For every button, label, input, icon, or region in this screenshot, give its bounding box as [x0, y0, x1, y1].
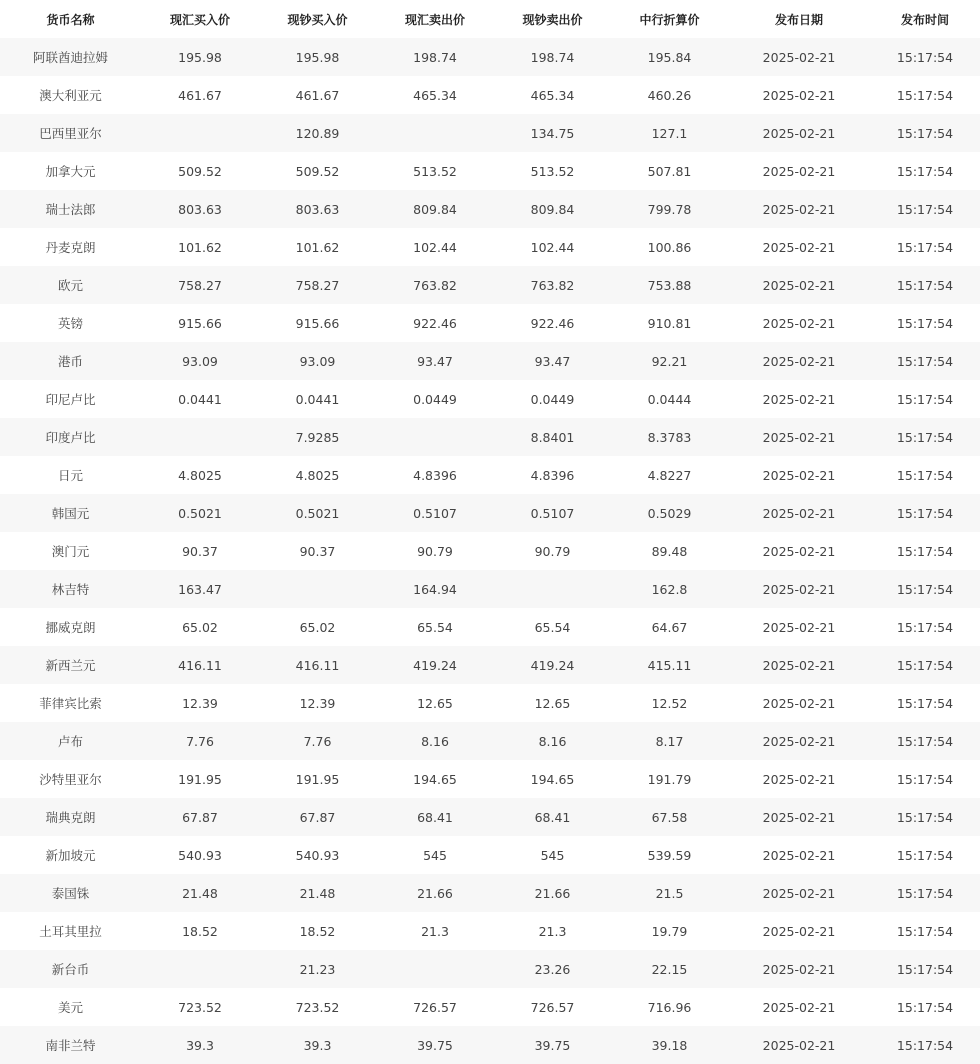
- currency-name-cell: 菲律宾比索: [0, 684, 141, 722]
- table-row: [0, 342, 980, 380]
- publish-date-cell: 2025-02-21: [728, 152, 870, 190]
- spot-buy-cell: 93.09: [141, 342, 259, 380]
- publish-time-cell: 15:17:54: [870, 114, 980, 152]
- spot-buy-cell: 416.11: [141, 646, 259, 684]
- cash-sell-cell: 809.84: [494, 190, 611, 228]
- spot-buy-cell: 18.52: [141, 912, 259, 950]
- publish-time-cell: 15:17:54: [870, 456, 980, 494]
- publish-time-cell: 15:17:54: [870, 988, 980, 1026]
- cash-buy-cell: 18.52: [259, 912, 376, 950]
- spot-buy-cell: 21.48: [141, 874, 259, 912]
- spot-buy-cell: 0.0441: [141, 380, 259, 418]
- cash-buy-cell: 416.11: [259, 646, 376, 684]
- publish-date-cell: 2025-02-21: [728, 266, 870, 304]
- boc-conversion-cell: 910.81: [611, 304, 728, 342]
- table-row: [0, 722, 980, 760]
- boc-conversion-cell: 67.58: [611, 798, 728, 836]
- spot-buy-cell: 803.63: [141, 190, 259, 228]
- spot-buy-cell: 39.3: [141, 1026, 259, 1064]
- publish-date-cell: 2025-02-21: [728, 760, 870, 798]
- cash-buy-cell: 461.67: [259, 76, 376, 114]
- cash-sell-cell: 465.34: [494, 76, 611, 114]
- cash-buy-cell: 4.8025: [259, 456, 376, 494]
- cash-buy-cell: 758.27: [259, 266, 376, 304]
- spot-sell-cell: 922.46: [376, 304, 494, 342]
- publish-date-cell: 2025-02-21: [728, 380, 870, 418]
- publish-time-cell: 15:17:54: [870, 950, 980, 988]
- currency-name-cell: 卢布: [0, 722, 141, 760]
- table-row: [0, 684, 980, 722]
- spot-sell-cell: 39.75: [376, 1026, 494, 1064]
- boc-conversion-cell: 195.84: [611, 38, 728, 76]
- cash-sell-cell: 513.52: [494, 152, 611, 190]
- currency-name-cell: 瑞典克朗: [0, 798, 141, 836]
- publish-time-cell: 15:17:54: [870, 266, 980, 304]
- currency-name-cell: 印尼卢比: [0, 380, 141, 418]
- cash-buy-cell: 540.93: [259, 836, 376, 874]
- cash-buy-cell: 191.95: [259, 760, 376, 798]
- spot-sell-cell: 513.52: [376, 152, 494, 190]
- spot-sell-cell: 21.3: [376, 912, 494, 950]
- publish-time-cell: 15:17:54: [870, 874, 980, 912]
- spot-buy-cell: 4.8025: [141, 456, 259, 494]
- publish-time-cell: 15:17:54: [870, 76, 980, 114]
- cash-sell-cell: 8.8401: [494, 418, 611, 456]
- table-row: [0, 760, 980, 798]
- publish-time-cell: 15:17:54: [870, 342, 980, 380]
- cash-buy-cell: 67.87: [259, 798, 376, 836]
- boc-conversion-cell: 64.67: [611, 608, 728, 646]
- cash-sell-cell: 65.54: [494, 608, 611, 646]
- cash-buy-cell: 195.98: [259, 38, 376, 76]
- spot-buy-cell: 540.93: [141, 836, 259, 874]
- column-header-cash-buy: 现钞买入价: [259, 0, 376, 38]
- cash-buy-cell: [259, 570, 376, 608]
- column-header-cash-sell: 现钞卖出价: [494, 0, 611, 38]
- cash-buy-cell: 723.52: [259, 988, 376, 1026]
- column-header-publish-time: 发布时间: [870, 0, 980, 38]
- publish-time-cell: 15:17:54: [870, 152, 980, 190]
- currency-name-cell: 日元: [0, 456, 141, 494]
- cash-buy-cell: 7.76: [259, 722, 376, 760]
- publish-time-cell: 15:17:54: [870, 684, 980, 722]
- publish-date-cell: 2025-02-21: [728, 608, 870, 646]
- spot-sell-cell: 65.54: [376, 608, 494, 646]
- table-body: [0, 38, 980, 1064]
- cash-sell-cell: 90.79: [494, 532, 611, 570]
- publish-time-cell: 15:17:54: [870, 190, 980, 228]
- publish-time-cell: 15:17:54: [870, 836, 980, 874]
- cash-sell-cell: 763.82: [494, 266, 611, 304]
- publish-time-cell: 15:17:54: [870, 38, 980, 76]
- publish-time-cell: 15:17:54: [870, 760, 980, 798]
- cash-buy-cell: 12.39: [259, 684, 376, 722]
- boc-conversion-cell: 716.96: [611, 988, 728, 1026]
- publish-date-cell: 2025-02-21: [728, 988, 870, 1026]
- boc-conversion-cell: 4.8227: [611, 456, 728, 494]
- publish-date-cell: 2025-02-21: [728, 912, 870, 950]
- table-row: [0, 304, 980, 342]
- cash-buy-cell: 39.3: [259, 1026, 376, 1064]
- boc-conversion-cell: 21.5: [611, 874, 728, 912]
- table-row: [0, 608, 980, 646]
- spot-sell-cell: 93.47: [376, 342, 494, 380]
- publish-date-cell: 2025-02-21: [728, 228, 870, 266]
- publish-date-cell: 2025-02-21: [728, 76, 870, 114]
- boc-conversion-cell: 89.48: [611, 532, 728, 570]
- spot-sell-cell: 68.41: [376, 798, 494, 836]
- cash-sell-cell: 102.44: [494, 228, 611, 266]
- spot-buy-cell: 7.76: [141, 722, 259, 760]
- currency-name-cell: 新西兰元: [0, 646, 141, 684]
- spot-buy-cell: 0.5021: [141, 494, 259, 532]
- table-row: [0, 988, 980, 1026]
- column-header-boc-conversion: 中行折算价: [611, 0, 728, 38]
- spot-sell-cell: 4.8396: [376, 456, 494, 494]
- cash-sell-cell: 194.65: [494, 760, 611, 798]
- currency-name-cell: 丹麦克朗: [0, 228, 141, 266]
- publish-time-cell: 15:17:54: [870, 1026, 980, 1064]
- publish-date-cell: 2025-02-21: [728, 494, 870, 532]
- currency-name-cell: 阿联酋迪拉姆: [0, 38, 141, 76]
- spot-sell-cell: [376, 418, 494, 456]
- currency-name-cell: 澳门元: [0, 532, 141, 570]
- cash-sell-cell: 726.57: [494, 988, 611, 1026]
- currency-name-cell: 加拿大元: [0, 152, 141, 190]
- table-row: [0, 380, 980, 418]
- boc-conversion-cell: 507.81: [611, 152, 728, 190]
- currency-name-cell: 巴西里亚尔: [0, 114, 141, 152]
- cash-sell-cell: 922.46: [494, 304, 611, 342]
- cash-sell-cell: 23.26: [494, 950, 611, 988]
- cash-sell-cell: 545: [494, 836, 611, 874]
- spot-sell-cell: [376, 114, 494, 152]
- spot-buy-cell: 12.39: [141, 684, 259, 722]
- spot-buy-cell: 101.62: [141, 228, 259, 266]
- currency-name-cell: 印度卢比: [0, 418, 141, 456]
- spot-sell-cell: 21.66: [376, 874, 494, 912]
- publish-time-cell: 15:17:54: [870, 228, 980, 266]
- cash-sell-cell: 198.74: [494, 38, 611, 76]
- currency-name-cell: 港币: [0, 342, 141, 380]
- publish-date-cell: 2025-02-21: [728, 570, 870, 608]
- publish-date-cell: 2025-02-21: [728, 304, 870, 342]
- spot-sell-cell: 545: [376, 836, 494, 874]
- table-row: [0, 38, 980, 76]
- boc-conversion-cell: 12.52: [611, 684, 728, 722]
- cash-sell-cell: 134.75: [494, 114, 611, 152]
- currency-name-cell: 泰国铢: [0, 874, 141, 912]
- spot-sell-cell: 8.16: [376, 722, 494, 760]
- boc-conversion-cell: 8.17: [611, 722, 728, 760]
- cash-sell-cell: 21.66: [494, 874, 611, 912]
- boc-conversion-cell: 22.15: [611, 950, 728, 988]
- publish-time-cell: 15:17:54: [870, 570, 980, 608]
- boc-conversion-cell: 19.79: [611, 912, 728, 950]
- publish-time-cell: 15:17:54: [870, 380, 980, 418]
- column-header-spot-sell: 现汇卖出价: [376, 0, 494, 38]
- cash-buy-cell: 101.62: [259, 228, 376, 266]
- publish-date-cell: 2025-02-21: [728, 950, 870, 988]
- table-row: [0, 912, 980, 950]
- table-row: [0, 570, 980, 608]
- cash-sell-cell: 93.47: [494, 342, 611, 380]
- currency-name-cell: 新台币: [0, 950, 141, 988]
- table-row: [0, 190, 980, 228]
- header-row: [0, 0, 980, 38]
- boc-conversion-cell: 415.11: [611, 646, 728, 684]
- cash-buy-cell: 120.89: [259, 114, 376, 152]
- boc-conversion-cell: 8.3783: [611, 418, 728, 456]
- boc-conversion-cell: 162.8: [611, 570, 728, 608]
- spot-sell-cell: 809.84: [376, 190, 494, 228]
- publish-date-cell: 2025-02-21: [728, 342, 870, 380]
- cash-sell-cell: 8.16: [494, 722, 611, 760]
- cash-sell-cell: [494, 570, 611, 608]
- currency-name-cell: 美元: [0, 988, 141, 1026]
- spot-buy-cell: 915.66: [141, 304, 259, 342]
- spot-sell-cell: 102.44: [376, 228, 494, 266]
- cash-sell-cell: 0.0449: [494, 380, 611, 418]
- publish-date-cell: 2025-02-21: [728, 38, 870, 76]
- spot-buy-cell: 163.47: [141, 570, 259, 608]
- currency-name-cell: 土耳其里拉: [0, 912, 141, 950]
- cash-buy-cell: 0.5021: [259, 494, 376, 532]
- publish-date-cell: 2025-02-21: [728, 836, 870, 874]
- publish-date-cell: 2025-02-21: [728, 456, 870, 494]
- cash-sell-cell: 0.5107: [494, 494, 611, 532]
- publish-date-cell: 2025-02-21: [728, 190, 870, 228]
- table-row: [0, 646, 980, 684]
- spot-buy-cell: 67.87: [141, 798, 259, 836]
- spot-sell-cell: 465.34: [376, 76, 494, 114]
- publish-time-cell: 15:17:54: [870, 608, 980, 646]
- table-row: [0, 494, 980, 532]
- spot-buy-cell: [141, 114, 259, 152]
- column-header-currency-name: 货币名称: [0, 0, 141, 38]
- cash-buy-cell: 803.63: [259, 190, 376, 228]
- publish-date-cell: 2025-02-21: [728, 1026, 870, 1064]
- publish-date-cell: 2025-02-21: [728, 798, 870, 836]
- currency-name-cell: 英镑: [0, 304, 141, 342]
- currency-name-cell: 澳大利亚元: [0, 76, 141, 114]
- currency-name-cell: 南非兰特: [0, 1026, 141, 1064]
- table-row: [0, 418, 980, 456]
- publish-time-cell: 15:17:54: [870, 494, 980, 532]
- spot-buy-cell: [141, 418, 259, 456]
- spot-sell-cell: 0.5107: [376, 494, 494, 532]
- table-row: [0, 456, 980, 494]
- spot-buy-cell: 461.67: [141, 76, 259, 114]
- boc-conversion-cell: 799.78: [611, 190, 728, 228]
- currency-name-cell: 欧元: [0, 266, 141, 304]
- cash-sell-cell: 21.3: [494, 912, 611, 950]
- publish-time-cell: 15:17:54: [870, 912, 980, 950]
- cash-buy-cell: 21.48: [259, 874, 376, 912]
- cash-sell-cell: 12.65: [494, 684, 611, 722]
- spot-buy-cell: 195.98: [141, 38, 259, 76]
- table-row: [0, 228, 980, 266]
- spot-sell-cell: 90.79: [376, 532, 494, 570]
- cash-sell-cell: 68.41: [494, 798, 611, 836]
- table-row: [0, 874, 980, 912]
- spot-buy-cell: 90.37: [141, 532, 259, 570]
- table-row: [0, 950, 980, 988]
- cash-buy-cell: 65.02: [259, 608, 376, 646]
- cash-sell-cell: 4.8396: [494, 456, 611, 494]
- spot-buy-cell: 758.27: [141, 266, 259, 304]
- table-row: [0, 76, 980, 114]
- spot-buy-cell: [141, 950, 259, 988]
- cash-buy-cell: 0.0441: [259, 380, 376, 418]
- cash-sell-cell: 419.24: [494, 646, 611, 684]
- table-row: [0, 152, 980, 190]
- spot-buy-cell: 191.95: [141, 760, 259, 798]
- publish-time-cell: 15:17:54: [870, 418, 980, 456]
- column-header-spot-buy: 现汇买入价: [141, 0, 259, 38]
- currency-name-cell: 韩国元: [0, 494, 141, 532]
- boc-conversion-cell: 460.26: [611, 76, 728, 114]
- spot-buy-cell: 723.52: [141, 988, 259, 1026]
- table-header: [0, 0, 980, 38]
- boc-conversion-cell: 191.79: [611, 760, 728, 798]
- publish-date-cell: 2025-02-21: [728, 418, 870, 456]
- boc-conversion-cell: 0.0444: [611, 380, 728, 418]
- publish-date-cell: 2025-02-21: [728, 874, 870, 912]
- publish-time-cell: 15:17:54: [870, 646, 980, 684]
- spot-sell-cell: 726.57: [376, 988, 494, 1026]
- currency-name-cell: 瑞士法郎: [0, 190, 141, 228]
- publish-date-cell: 2025-02-21: [728, 114, 870, 152]
- boc-conversion-cell: 39.18: [611, 1026, 728, 1064]
- publish-time-cell: 15:17:54: [870, 304, 980, 342]
- boc-conversion-cell: 92.21: [611, 342, 728, 380]
- table-row: [0, 532, 980, 570]
- spot-sell-cell: 12.65: [376, 684, 494, 722]
- spot-sell-cell: 0.0449: [376, 380, 494, 418]
- table-row: [0, 798, 980, 836]
- cash-buy-cell: 90.37: [259, 532, 376, 570]
- cash-buy-cell: 509.52: [259, 152, 376, 190]
- table-row: [0, 836, 980, 874]
- table-row: [0, 266, 980, 304]
- publish-time-cell: 15:17:54: [870, 532, 980, 570]
- table-row: [0, 114, 980, 152]
- spot-buy-cell: 509.52: [141, 152, 259, 190]
- spot-sell-cell: 194.65: [376, 760, 494, 798]
- column-header-publish-date: 发布日期: [728, 0, 870, 38]
- currency-name-cell: 挪威克朗: [0, 608, 141, 646]
- currency-name-cell: 林吉特: [0, 570, 141, 608]
- publish-date-cell: 2025-02-21: [728, 532, 870, 570]
- publish-time-cell: 15:17:54: [870, 722, 980, 760]
- boc-conversion-cell: 753.88: [611, 266, 728, 304]
- cash-buy-cell: 915.66: [259, 304, 376, 342]
- spot-sell-cell: 198.74: [376, 38, 494, 76]
- boc-conversion-cell: 0.5029: [611, 494, 728, 532]
- boc-conversion-cell: 539.59: [611, 836, 728, 874]
- currency-name-cell: 沙特里亚尔: [0, 760, 141, 798]
- table-row: [0, 1026, 980, 1064]
- cash-sell-cell: 39.75: [494, 1026, 611, 1064]
- cash-buy-cell: 21.23: [259, 950, 376, 988]
- spot-sell-cell: 164.94: [376, 570, 494, 608]
- publish-date-cell: 2025-02-21: [728, 722, 870, 760]
- spot-sell-cell: 763.82: [376, 266, 494, 304]
- boc-conversion-cell: 127.1: [611, 114, 728, 152]
- publish-date-cell: 2025-02-21: [728, 684, 870, 722]
- cash-buy-cell: 93.09: [259, 342, 376, 380]
- spot-buy-cell: 65.02: [141, 608, 259, 646]
- boc-conversion-cell: 100.86: [611, 228, 728, 266]
- publish-time-cell: 15:17:54: [870, 798, 980, 836]
- spot-sell-cell: 419.24: [376, 646, 494, 684]
- currency-name-cell: 新加坡元: [0, 836, 141, 874]
- cash-buy-cell: 7.9285: [259, 418, 376, 456]
- spot-sell-cell: [376, 950, 494, 988]
- publish-date-cell: 2025-02-21: [728, 646, 870, 684]
